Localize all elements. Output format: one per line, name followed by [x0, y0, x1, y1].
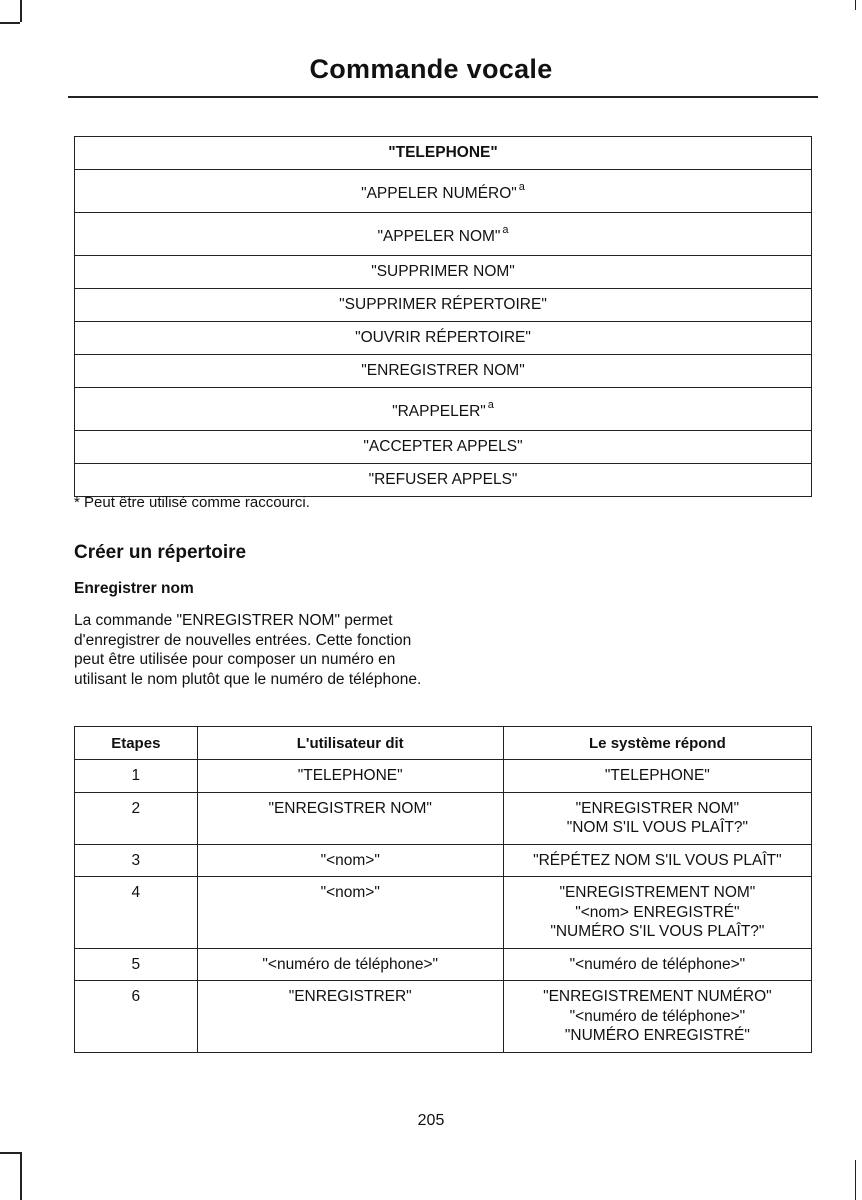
table-row	[75, 322, 812, 355]
column-header-steps: Etapes	[75, 727, 198, 760]
system-responds-cell	[503, 981, 811, 1053]
user-says-cell: "TELEPHONE"	[197, 760, 503, 793]
command-text: "ENREGISTRER NOM"	[361, 362, 525, 379]
system-responds-cell	[503, 877, 811, 949]
table-row	[75, 877, 812, 949]
crop-mark-bottom-left	[0, 1152, 20, 1154]
step-number: 4	[75, 877, 198, 949]
table-row	[75, 981, 812, 1053]
table-row	[75, 464, 812, 497]
step-number: 6	[75, 981, 198, 1053]
user-says-cell: "<nom>"	[197, 877, 503, 949]
response-line: "ENREGISTRER NOM"	[575, 799, 740, 817]
telephone-commands-table	[74, 136, 812, 497]
footnote-marker: a	[502, 224, 509, 236]
crop-mark-bottom-left-vertical	[20, 1152, 22, 1200]
response-line: "<numéro de téléphone>"	[569, 1007, 746, 1025]
command-text: "APPELER NOM"	[377, 228, 501, 245]
footnote-marker: a	[487, 399, 494, 411]
command-cell	[75, 289, 812, 322]
crop-mark-top-left-vertical	[20, 0, 22, 22]
command-cell	[75, 355, 812, 388]
response-line: "TELEPHONE"	[604, 767, 710, 784]
response-line: "NUMÉRO ENREGISTRÉ"	[564, 1027, 750, 1044]
response-line: "NUMÉRO S'IL VOUS PLAÎT?"	[550, 923, 765, 940]
command-cell	[75, 256, 812, 289]
step-number: 3	[75, 844, 198, 877]
system-responds-cell	[503, 948, 811, 981]
system-responds-cell	[503, 844, 811, 877]
response-line: "ENREGISTREMENT NUMÉRO"	[543, 988, 772, 1005]
command-text: "REFUSER APPELS"	[368, 471, 518, 488]
table-row	[75, 431, 812, 464]
command-cell	[75, 431, 812, 464]
command-cell	[75, 388, 812, 431]
table-row	[75, 388, 812, 431]
response-line: "<nom> ENREGISTRÉ"	[575, 903, 740, 921]
crop-mark-top-left	[0, 22, 20, 24]
table-row	[75, 948, 812, 981]
system-responds-cell	[503, 792, 811, 844]
user-says-cell: "<nom>"	[197, 844, 503, 877]
step-number: 5	[75, 948, 198, 981]
table-row	[75, 792, 812, 844]
table-header-row	[75, 137, 812, 170]
section-heading: Créer un répertoire	[74, 542, 247, 563]
page-number: 205	[417, 1112, 445, 1129]
body-paragraph: La commande "ENREGISTRER NOM" permet d'enregistrer de nouvelles entrées. Cette fonction peut être utilisée pour composer un numéro en utilisant le nom plutôt que le numéro de téléphone.	[74, 612, 422, 688]
response-line: "NOM S'IL VOUS PLAÎT?"	[566, 819, 749, 836]
column-header-user-says: L'utilisateur dit	[197, 727, 503, 760]
table-row	[75, 760, 812, 793]
table-header-cell: "TELEPHONE"	[75, 137, 812, 170]
steps-table	[74, 726, 812, 1053]
command-cell	[75, 464, 812, 497]
command-cell	[75, 322, 812, 355]
user-says-cell: "ENREGISTRER NOM"	[197, 792, 503, 844]
table-header-row	[75, 727, 812, 760]
subsection-heading: Enregistrer nom	[74, 580, 194, 597]
command-text: "SUPPRIMER NOM"	[371, 263, 515, 280]
command-text: "ACCEPTER APPELS"	[363, 438, 523, 455]
response-line: "<numéro de téléphone>"	[569, 955, 746, 973]
table-row	[75, 213, 812, 256]
system-responds-cell	[503, 760, 811, 793]
command-cell	[75, 170, 812, 213]
response-line: "RÉPÉTEZ NOM S'IL VOUS PLAÎT"	[533, 851, 782, 869]
step-number: 2	[75, 792, 198, 844]
user-says-cell: "ENREGISTRER"	[197, 981, 503, 1053]
command-text: "APPELER NUMÉRO"	[361, 185, 517, 202]
command-text: "RAPPELER"	[392, 403, 486, 420]
user-says-cell: "<numéro de téléphone>"	[197, 948, 503, 981]
command-text: "SUPPRIMER RÉPERTOIRE"	[339, 296, 547, 313]
crop-mark-top-right	[855, 0, 857, 10]
command-cell	[75, 213, 812, 256]
footnote-marker: a	[518, 181, 525, 193]
crop-mark-bottom-right	[855, 1160, 857, 1200]
table-row	[75, 844, 812, 877]
table-row	[75, 355, 812, 388]
column-header-system-responds: Le système répond	[503, 727, 811, 760]
response-line: "ENREGISTREMENT NOM"	[559, 884, 756, 901]
title-divider	[68, 96, 818, 98]
page-title: Commande vocale	[309, 54, 553, 84]
command-text: "OUVRIR RÉPERTOIRE"	[355, 329, 531, 346]
table-row	[75, 170, 812, 213]
table-row	[75, 289, 812, 322]
table-row	[75, 256, 812, 289]
footnote: * Peut être utilisé comme raccourci.	[74, 494, 310, 511]
step-number: 1	[75, 760, 198, 793]
